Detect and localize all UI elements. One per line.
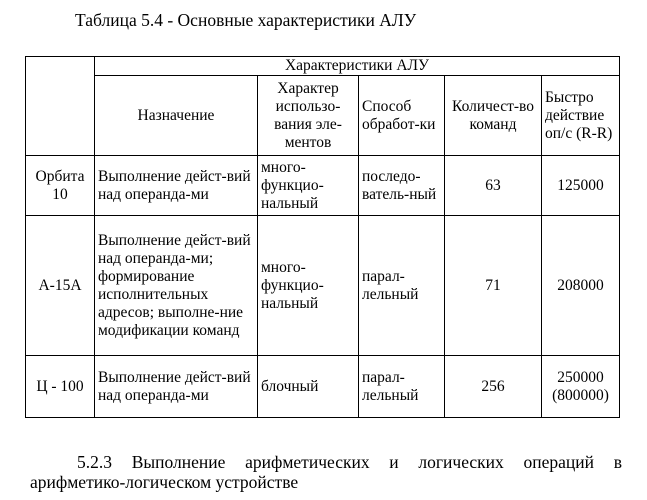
row-speed: 125000 [542,156,620,216]
section-heading-line2: арифметико-логическом устройстве [30,472,299,492]
table-caption: Таблица 5.4 - Основные характеристики АЛУ [75,10,417,30]
section-heading [30,452,622,492]
row-name: Орбита 10 [26,156,95,216]
row-method [359,156,445,216]
row-name: А-15А [26,216,95,356]
row-speed: 250000 (800000) [542,356,620,418]
row-method-text: последо-ватель-ный [362,167,437,203]
row-purpose [95,216,258,356]
row-usage-text: много-функцио-нальный [261,158,324,212]
row-speed: 208000 [542,216,620,356]
column-header-method [359,76,445,156]
row-purpose-text: Выполнение дейст-вий над операнда-ми [98,167,251,203]
column-header-speed-text: Быстро действие оп/с (R-R) [545,88,613,142]
row-purpose [95,356,258,418]
row-method-text: парал-лельный [362,267,419,303]
column-header-usage-text: Характер использо-вания эле-ментов [274,79,342,151]
alu-characteristics-table [25,56,620,418]
row-method-text: парал-лельный [362,368,419,404]
row-method [359,356,445,418]
row-purpose-text: Выполнение дейст-вий над операнда-ми; формирование исполнительных адресов; выполне-ние модификации команд [98,231,251,339]
column-header-method-text: Способ обработ-ки [362,97,436,133]
table-row [26,356,620,418]
row-usage-text: блочный [261,377,319,395]
table-row [26,216,620,356]
row-purpose [95,156,258,216]
row-usage [258,156,359,216]
section-heading-line1: 5.2.3 Выполнение арифметических и логических операций в [77,452,622,472]
corner-cell [26,57,95,156]
column-header-purpose: Назначение [95,76,258,156]
column-header-speed [542,76,620,156]
row-commands: 63 [445,156,542,216]
row-purpose-text: Выполнение дейст-вий над операнда-ми [98,368,251,404]
row-usage [258,356,359,418]
row-usage-text: много-функцио-нальный [261,258,324,312]
table-row [26,156,620,216]
row-commands: 71 [445,216,542,356]
row-usage [258,216,359,356]
group-header: Характеристики АЛУ [95,57,620,76]
row-method [359,216,445,356]
row-name: Ц - 100 [26,356,95,418]
column-header-commands [445,76,542,156]
column-header-commands-text: Количест-во команд [452,97,534,133]
column-header-usage [258,76,359,156]
row-commands: 256 [445,356,542,418]
